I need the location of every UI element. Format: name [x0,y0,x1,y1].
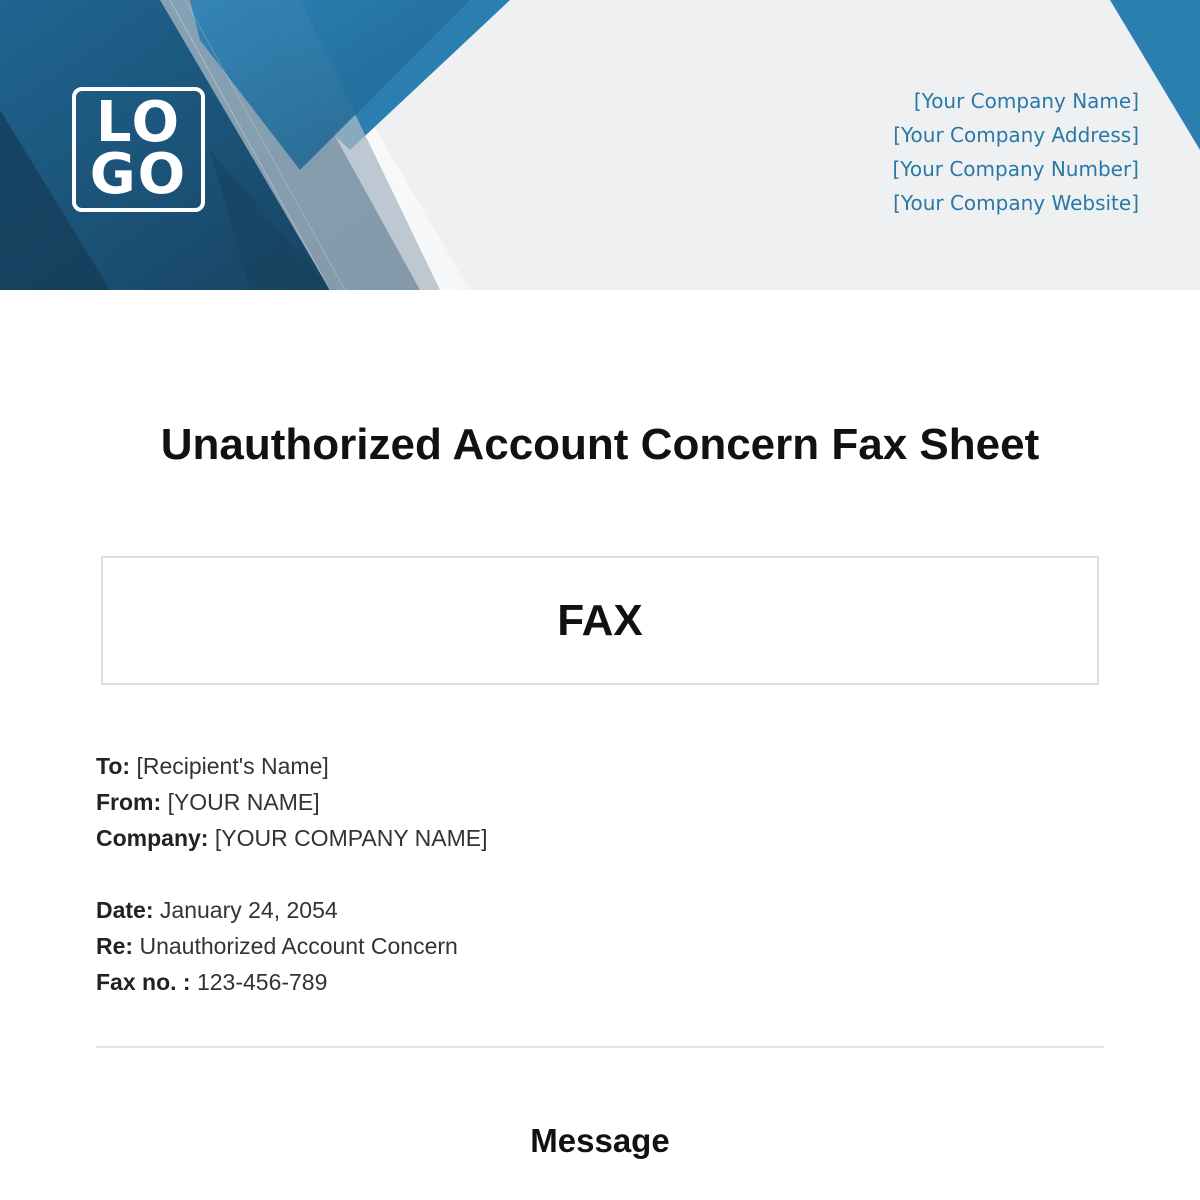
fax-number-row [96,964,487,1000]
company-name: [Your Company Name] [913,89,1139,113]
logo-text-line2: GO [89,142,188,207]
document-title: Unauthorized Account Concern Fax Sheet [160,420,1040,469]
company-logo [72,87,205,212]
company-website: [Your Company Website] [893,191,1139,215]
company-info [892,84,1139,220]
section-divider [96,1046,1104,1048]
fax-banner-box [101,556,1099,685]
date-label: Date: [96,897,154,923]
company-number: [Your Company Number] [892,157,1139,181]
fax-number-label: Fax no. : [96,969,191,995]
message-heading: Message [530,1122,670,1159]
re-value: Unauthorized Account Concern [139,933,458,959]
company-label: Company: [96,825,209,851]
field-spacer [96,856,487,892]
from-value: [YOUR NAME] [167,789,320,815]
from-row [96,784,487,820]
fax-number-value: 123-456-789 [196,969,328,995]
re-row [96,928,487,964]
to-row [96,748,487,784]
company-address: [Your Company Address] [893,123,1139,147]
re-label: Re: [96,933,134,959]
fax-details [96,748,487,1000]
fax-label: FAX [557,595,643,645]
from-label: From: [96,789,162,815]
logo-text-line1: LO [95,90,182,155]
header-banner [0,0,1200,290]
company-value: [YOUR COMPANY NAME] [214,825,488,851]
company-row [96,820,487,856]
to-value: [Recipient's Name] [136,753,329,779]
date-value: January 24, 2054 [159,897,338,923]
date-row [96,892,487,928]
to-label: To: [96,753,131,779]
